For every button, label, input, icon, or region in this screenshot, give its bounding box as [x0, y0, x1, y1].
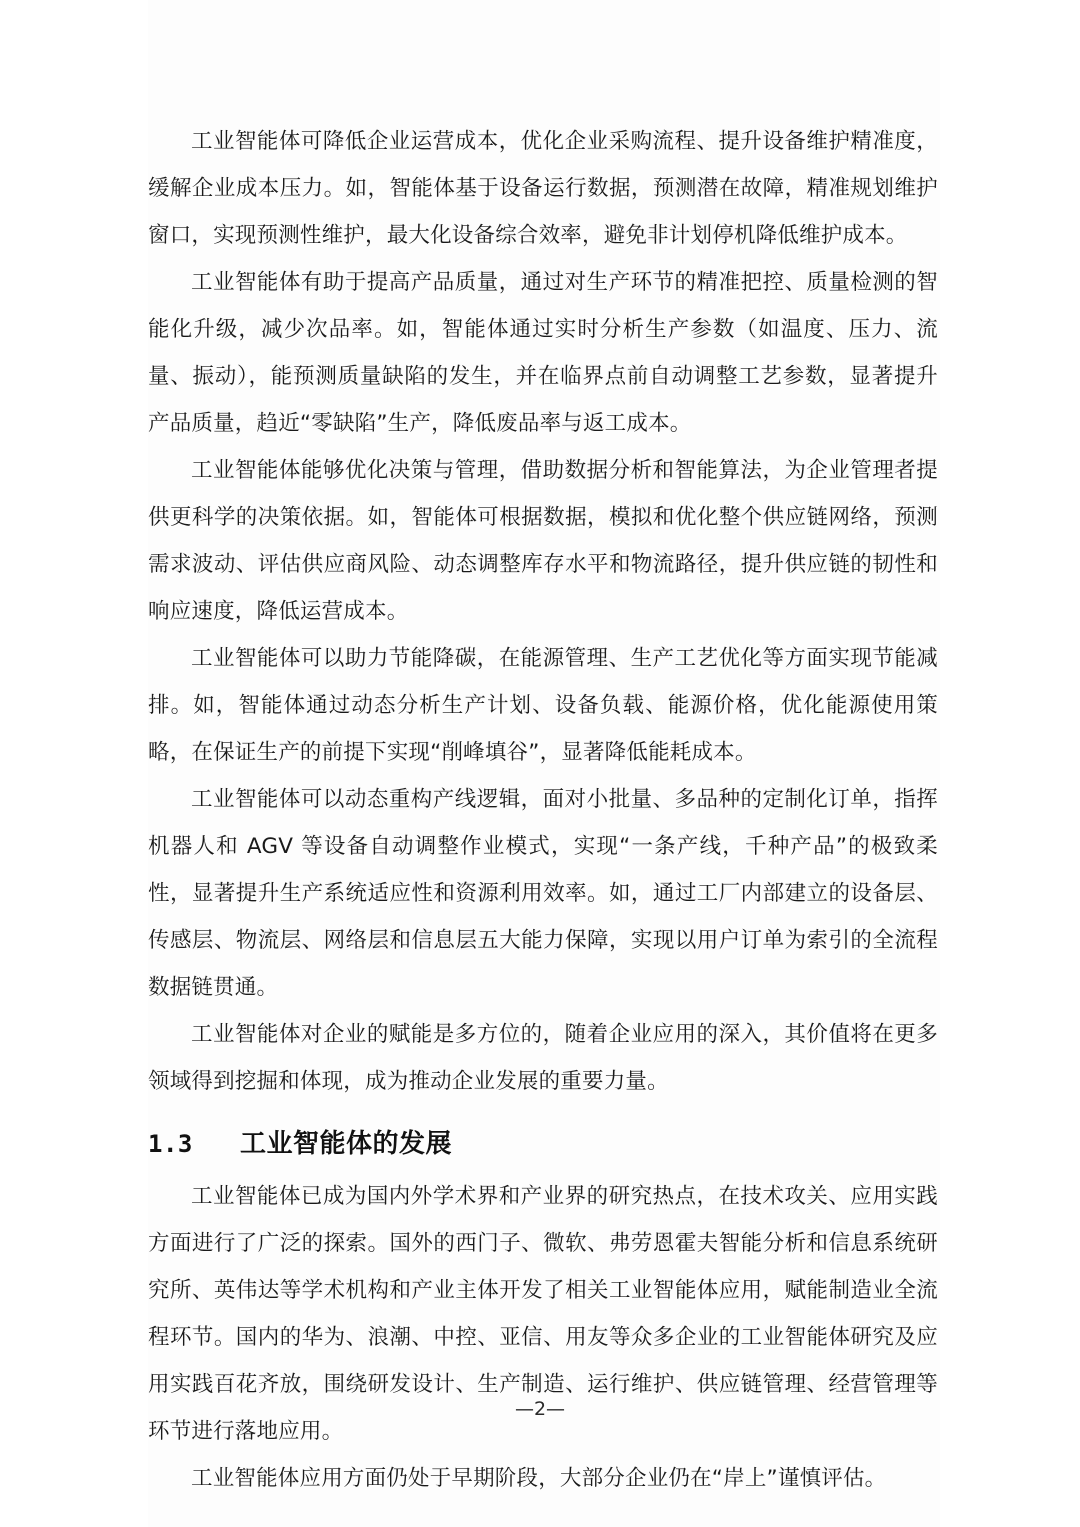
paragraph-1: 工业智能体可降低企业运营成本，优化企业采购流程、提升设备维护精准度，缓解企业成本压力。如，智能体基于设备运行数据，预测潜在故障，精准规划维护窗口，实现预测性维护，最大化设备综合效率，避免非计划停机降低维护成本。 [148, 129, 938, 248]
page-body [148, 118, 938, 1502]
section-paragraph-2: 工业智能体应用方面仍处于早期阶段，大部分企业仍在“岸上”谨慎评估。 [191, 1466, 887, 1491]
page-number: —2— [514, 1398, 566, 1420]
section-heading-1-3 [148, 1119, 938, 1169]
section-number: 1.3 [148, 1130, 193, 1158]
paragraph-4: 工业智能体可以助力节能降碳，在能源管理、生产工艺优化等方面实现节能减排。如，智能体通过动态分析生产计划、设备负载、能源价格，优化能源使用策略，在保证生产的前提下实现“削峰填谷”，显著降低能耗成本。 [148, 646, 938, 765]
page-right-margin [940, 0, 1080, 1527]
paragraph-2: 工业智能体有助于提高产品质量，通过对生产环节的精准把控、质量检测的智能化升级，减少次品率。如，智能体通过实时分析生产参数（如温度、压力、流量、振动），能预测质量缺陷的发生，并在临界点前自动调整工艺参数，显著提升产品质量，趋近“零缺陷”生产，降低废品率与返工成本。 [148, 270, 938, 436]
paragraph-6: 工业智能体对企业的赋能是多方位的，随着企业应用的深入，其价值将在更多领域得到挖掘和体现，成为推动企业发展的重要力量。 [148, 1022, 938, 1094]
paragraph-3: 工业智能体能够优化决策与管理，借助数据分析和智能算法，为企业管理者提供更科学的决策依据。如，智能体可根据数据，模拟和优化整个供应链网络，预测需求波动、评估供应商风险、动态调整库存水平和物流路径，提升供应链的韧性和响应速度，降低运营成本。 [148, 458, 938, 624]
page-left-margin [0, 0, 148, 1527]
paragraph-5: 工业智能体可以动态重构产线逻辑，面对小批量、多品种的定制化订单，指挥机器人和 AGV 等设备自动调整作业模式，实现“一条产线，千种产品”的极致柔性，显著提升生产系统适应性和资源利用效率。如，通过工厂内部建立的设备层、传感层、物流层、网络层和信息层五大能力保障，实现以用户订单为索引的全流程数据链贯通。 [148, 787, 938, 1000]
section-paragraph-1: 工业智能体已成为国内外学术界和产业界的研究热点，在技术攻关、应用实践方面进行了广泛的探索。国外的西门子、微软、弗劳恩霍夫智能分析和信息系统研究所、英伟达等学术机构和产业主体开发了相关工业智能体应用，赋能制造业全流程环节。国内的华为、浪潮、中控、亚信、用友等众多企业的工业智能体研究及应用实践百花齐放，围绕研发设计、生产制造、运行维护、供应链管理、经营管理等环节进行落地应用。 [148, 1184, 938, 1444]
section-title: 工业智能体的发展 [240, 1129, 453, 1159]
